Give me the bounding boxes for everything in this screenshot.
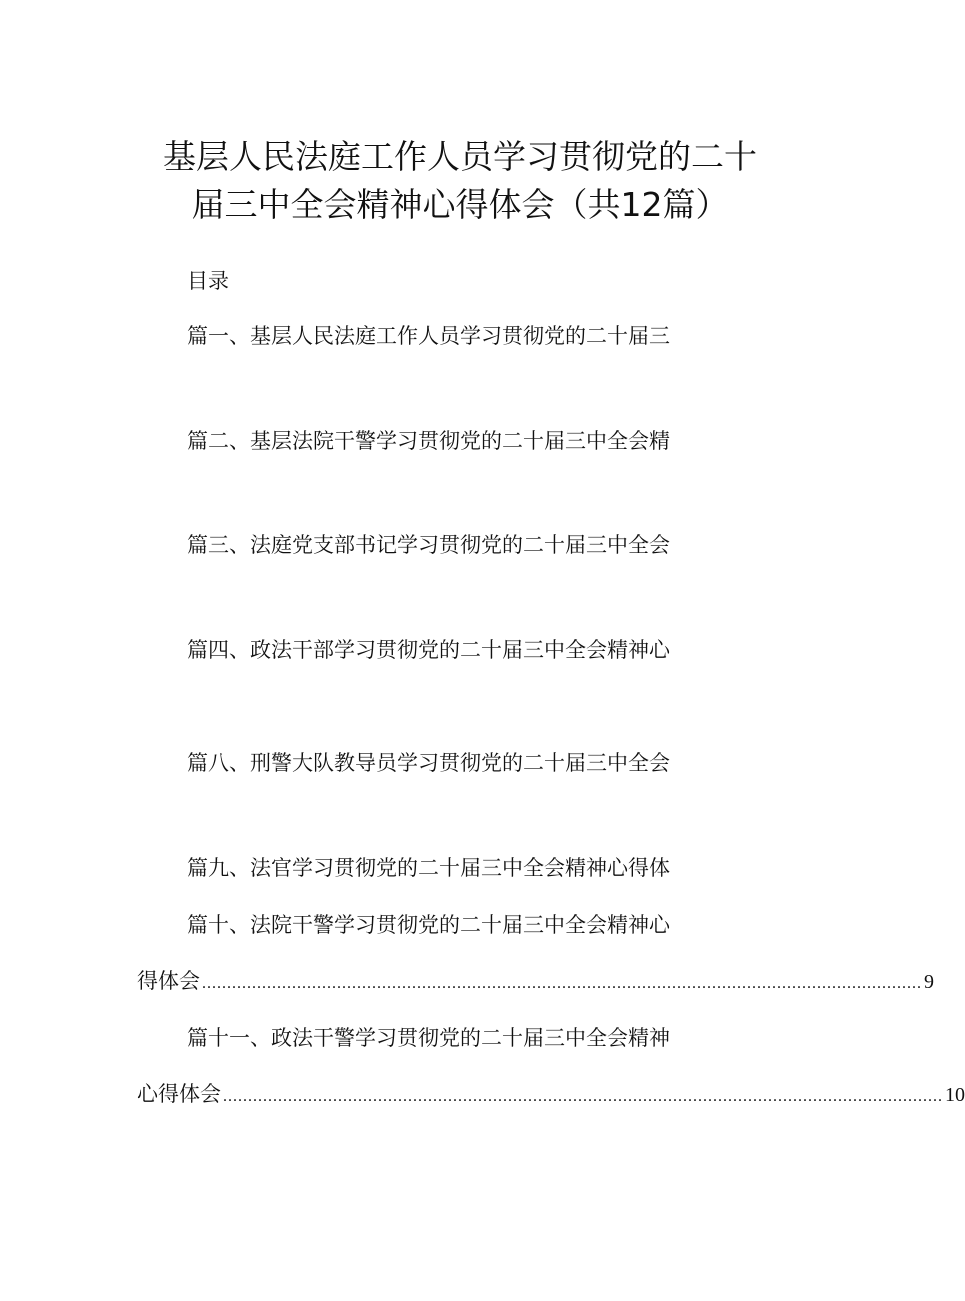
toc-entry-9[interactable]: 篇九、法官学习贯彻党的二十届三中全会精神心得体 <box>187 856 670 880</box>
toc-entry-1[interactable]: 篇一、基层人民法庭工作人员学习贯彻党的二十届三 <box>187 324 670 348</box>
toc-entry-4[interactable]: 篇四、政法干部学习贯彻党的二十届三中全会精神心 <box>187 638 670 662</box>
toc-entry-11-continuation-text: 心得体会 <box>137 1082 221 1106</box>
toc-entry-10-continuation-text: 得体会 <box>137 969 200 993</box>
document-title <box>0 133 920 229</box>
toc-entry-8[interactable]: 篇八、刑警大队教导员学习贯彻党的二十届三中全会 <box>187 751 670 775</box>
toc-entry-10-continuation[interactable] <box>137 966 934 999</box>
toc-entry-11[interactable]: 篇十一、政法干警学习贯彻党的二十届三中全会精神 <box>187 1026 670 1050</box>
toc-entry-11-page-number: 10 <box>945 1084 965 1106</box>
toc-entry-10-leader-dots: ................................................................................................................................................ <box>202 975 922 992</box>
document-title-line-2: 届三中全会精神心得体会（共12篇） <box>191 185 729 224</box>
toc-entry-11-continuation[interactable] <box>137 1079 965 1112</box>
toc-heading: 目录 <box>187 269 229 293</box>
toc-entry-10[interactable]: 篇十、法院干警学习贯彻党的二十届三中全会精神心 <box>187 913 670 937</box>
toc-entry-3[interactable]: 篇三、法庭党支部书记学习贯彻党的二十届三中全会 <box>187 533 670 557</box>
toc-entry-10-page-number: 9 <box>924 971 934 993</box>
toc-entry-2[interactable]: 篇二、基层法院干警学习贯彻党的二十届三中全会精 <box>187 429 670 453</box>
document-title-line-1: 基层人民法庭工作人员学习贯彻党的二十 <box>163 137 757 176</box>
toc-entry-11-leader-dots: ................................................................................................................................................ <box>223 1088 943 1105</box>
